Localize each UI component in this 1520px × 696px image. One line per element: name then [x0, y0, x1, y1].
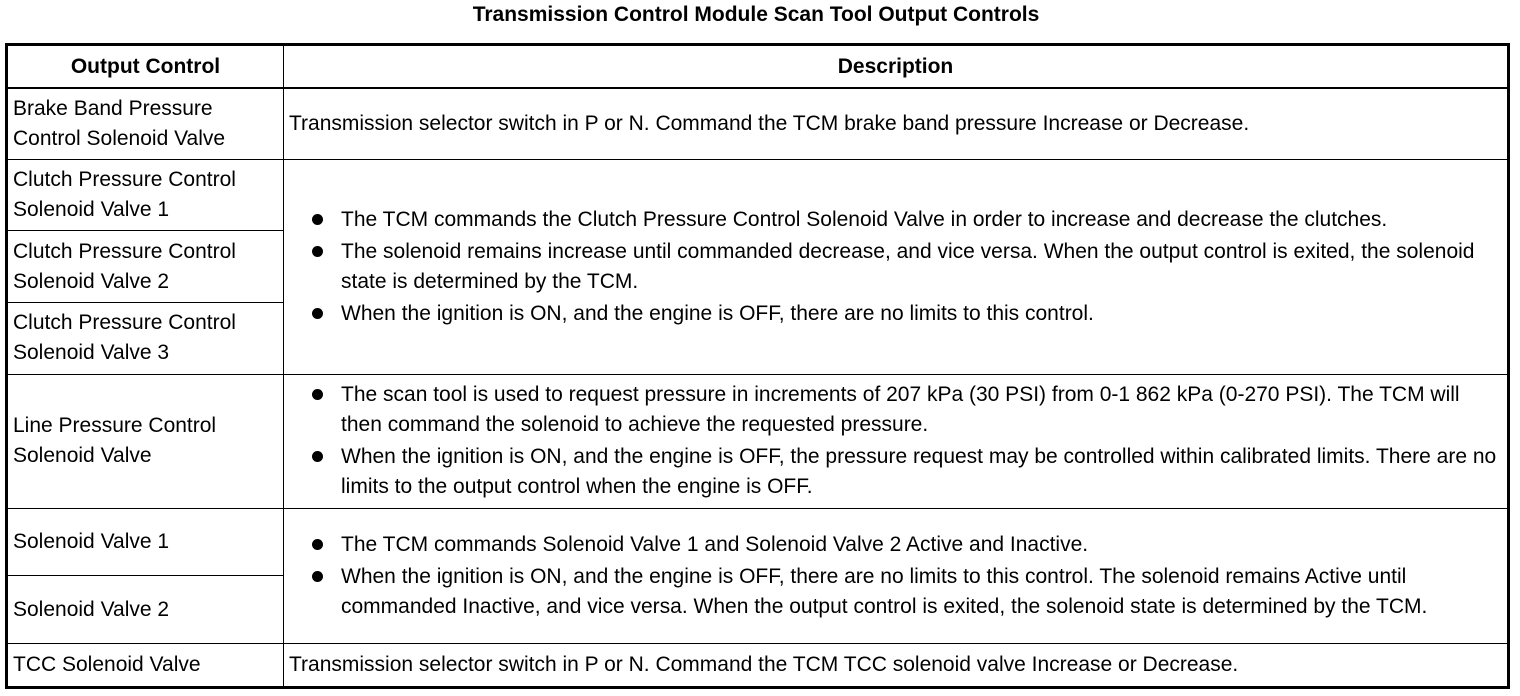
table-row [7, 159, 1509, 231]
list-item [303, 237, 1502, 297]
list-item [303, 530, 1502, 560]
bullet-text: The solenoid remains increase until commanded decrease, and vice versa. When the output control is exited, the solenoid state is determined by the TCM. [341, 239, 1475, 293]
output-control-cell: Solenoid Valve 2 [7, 576, 284, 644]
description-cell: Transmission selector switch in P or N. Command the TCM brake band pressure Increase or Decrease. [284, 88, 1509, 159]
list-item [303, 562, 1502, 622]
description-cell [284, 159, 1509, 374]
bullet-text: The TCM commands the Clutch Pressure Control Solenoid Valve in order to increase and decrease the clutches. [341, 207, 1388, 231]
bullet-list [289, 380, 1502, 502]
table-row [7, 374, 1509, 508]
output-controls-table [5, 43, 1510, 689]
output-control-cell: Solenoid Valve 1 [7, 508, 284, 576]
header-output-control: Output Control [7, 45, 284, 89]
output-control-cell: Line Pressure Control Solenoid Valve [7, 374, 284, 508]
table-row [7, 88, 1509, 159]
table-header-row [7, 45, 1509, 89]
description-cell: Transmission selector switch in P or N. Command the TCM TCC solenoid valve Increase or Decrease. [284, 643, 1509, 687]
bullet-icon [312, 539, 323, 550]
list-item [303, 380, 1502, 440]
description-cell [284, 374, 1509, 508]
list-item [303, 205, 1502, 235]
output-control-cell: Brake Band Pressure Control Solenoid Valve [7, 88, 284, 159]
bullet-icon [312, 214, 323, 225]
description-cell [284, 508, 1509, 643]
output-control-cell: Clutch Pressure Control Solenoid Valve 2 [7, 231, 284, 303]
output-control-cell: Clutch Pressure Control Solenoid Valve 3 [7, 303, 284, 375]
bullet-text: When the ignition is ON, and the engine is OFF, the pressure request may be controlled within calibrated limits. There are no limits to the output control when the engine is OFF. [341, 445, 1497, 499]
bullet-text: The scan tool is used to request pressure in increments of 207 kPa (30 PSI) from 0-1 862 kPa (0-270 PSI). The TCM will then command the solenoid to achieve the requested pressure. [341, 383, 1460, 437]
bullet-text: When the ignition is ON, and the engine is OFF, there are no limits to this control. [341, 301, 1094, 325]
table-row [7, 508, 1509, 576]
bullet-list [289, 205, 1502, 329]
list-item [303, 299, 1502, 329]
bullet-icon [312, 451, 323, 462]
bullet-icon [312, 246, 323, 257]
bullet-icon [312, 571, 323, 582]
bullet-text: When the ignition is ON, and the engine is OFF, there are no limits to this control. The solenoid remains Active until commanded Inactive, and vice versa. When the output control is exited, the solenoid state is determined by the TCM. [341, 564, 1428, 618]
list-item [303, 442, 1502, 502]
output-control-cell: TCC Solenoid Valve [7, 643, 284, 687]
header-description: Description [284, 45, 1509, 89]
document-title: Transmission Control Module Scan Tool Output Controls [472, 3, 1040, 26]
bullet-icon [312, 389, 323, 400]
bullet-text: The TCM commands Solenoid Valve 1 and Solenoid Valve 2 Active and Inactive. [341, 532, 1089, 556]
bullet-list [289, 530, 1502, 622]
table-row [7, 643, 1509, 687]
output-control-cell: Clutch Pressure Control Solenoid Valve 1 [7, 159, 284, 231]
bullet-icon [312, 308, 323, 319]
